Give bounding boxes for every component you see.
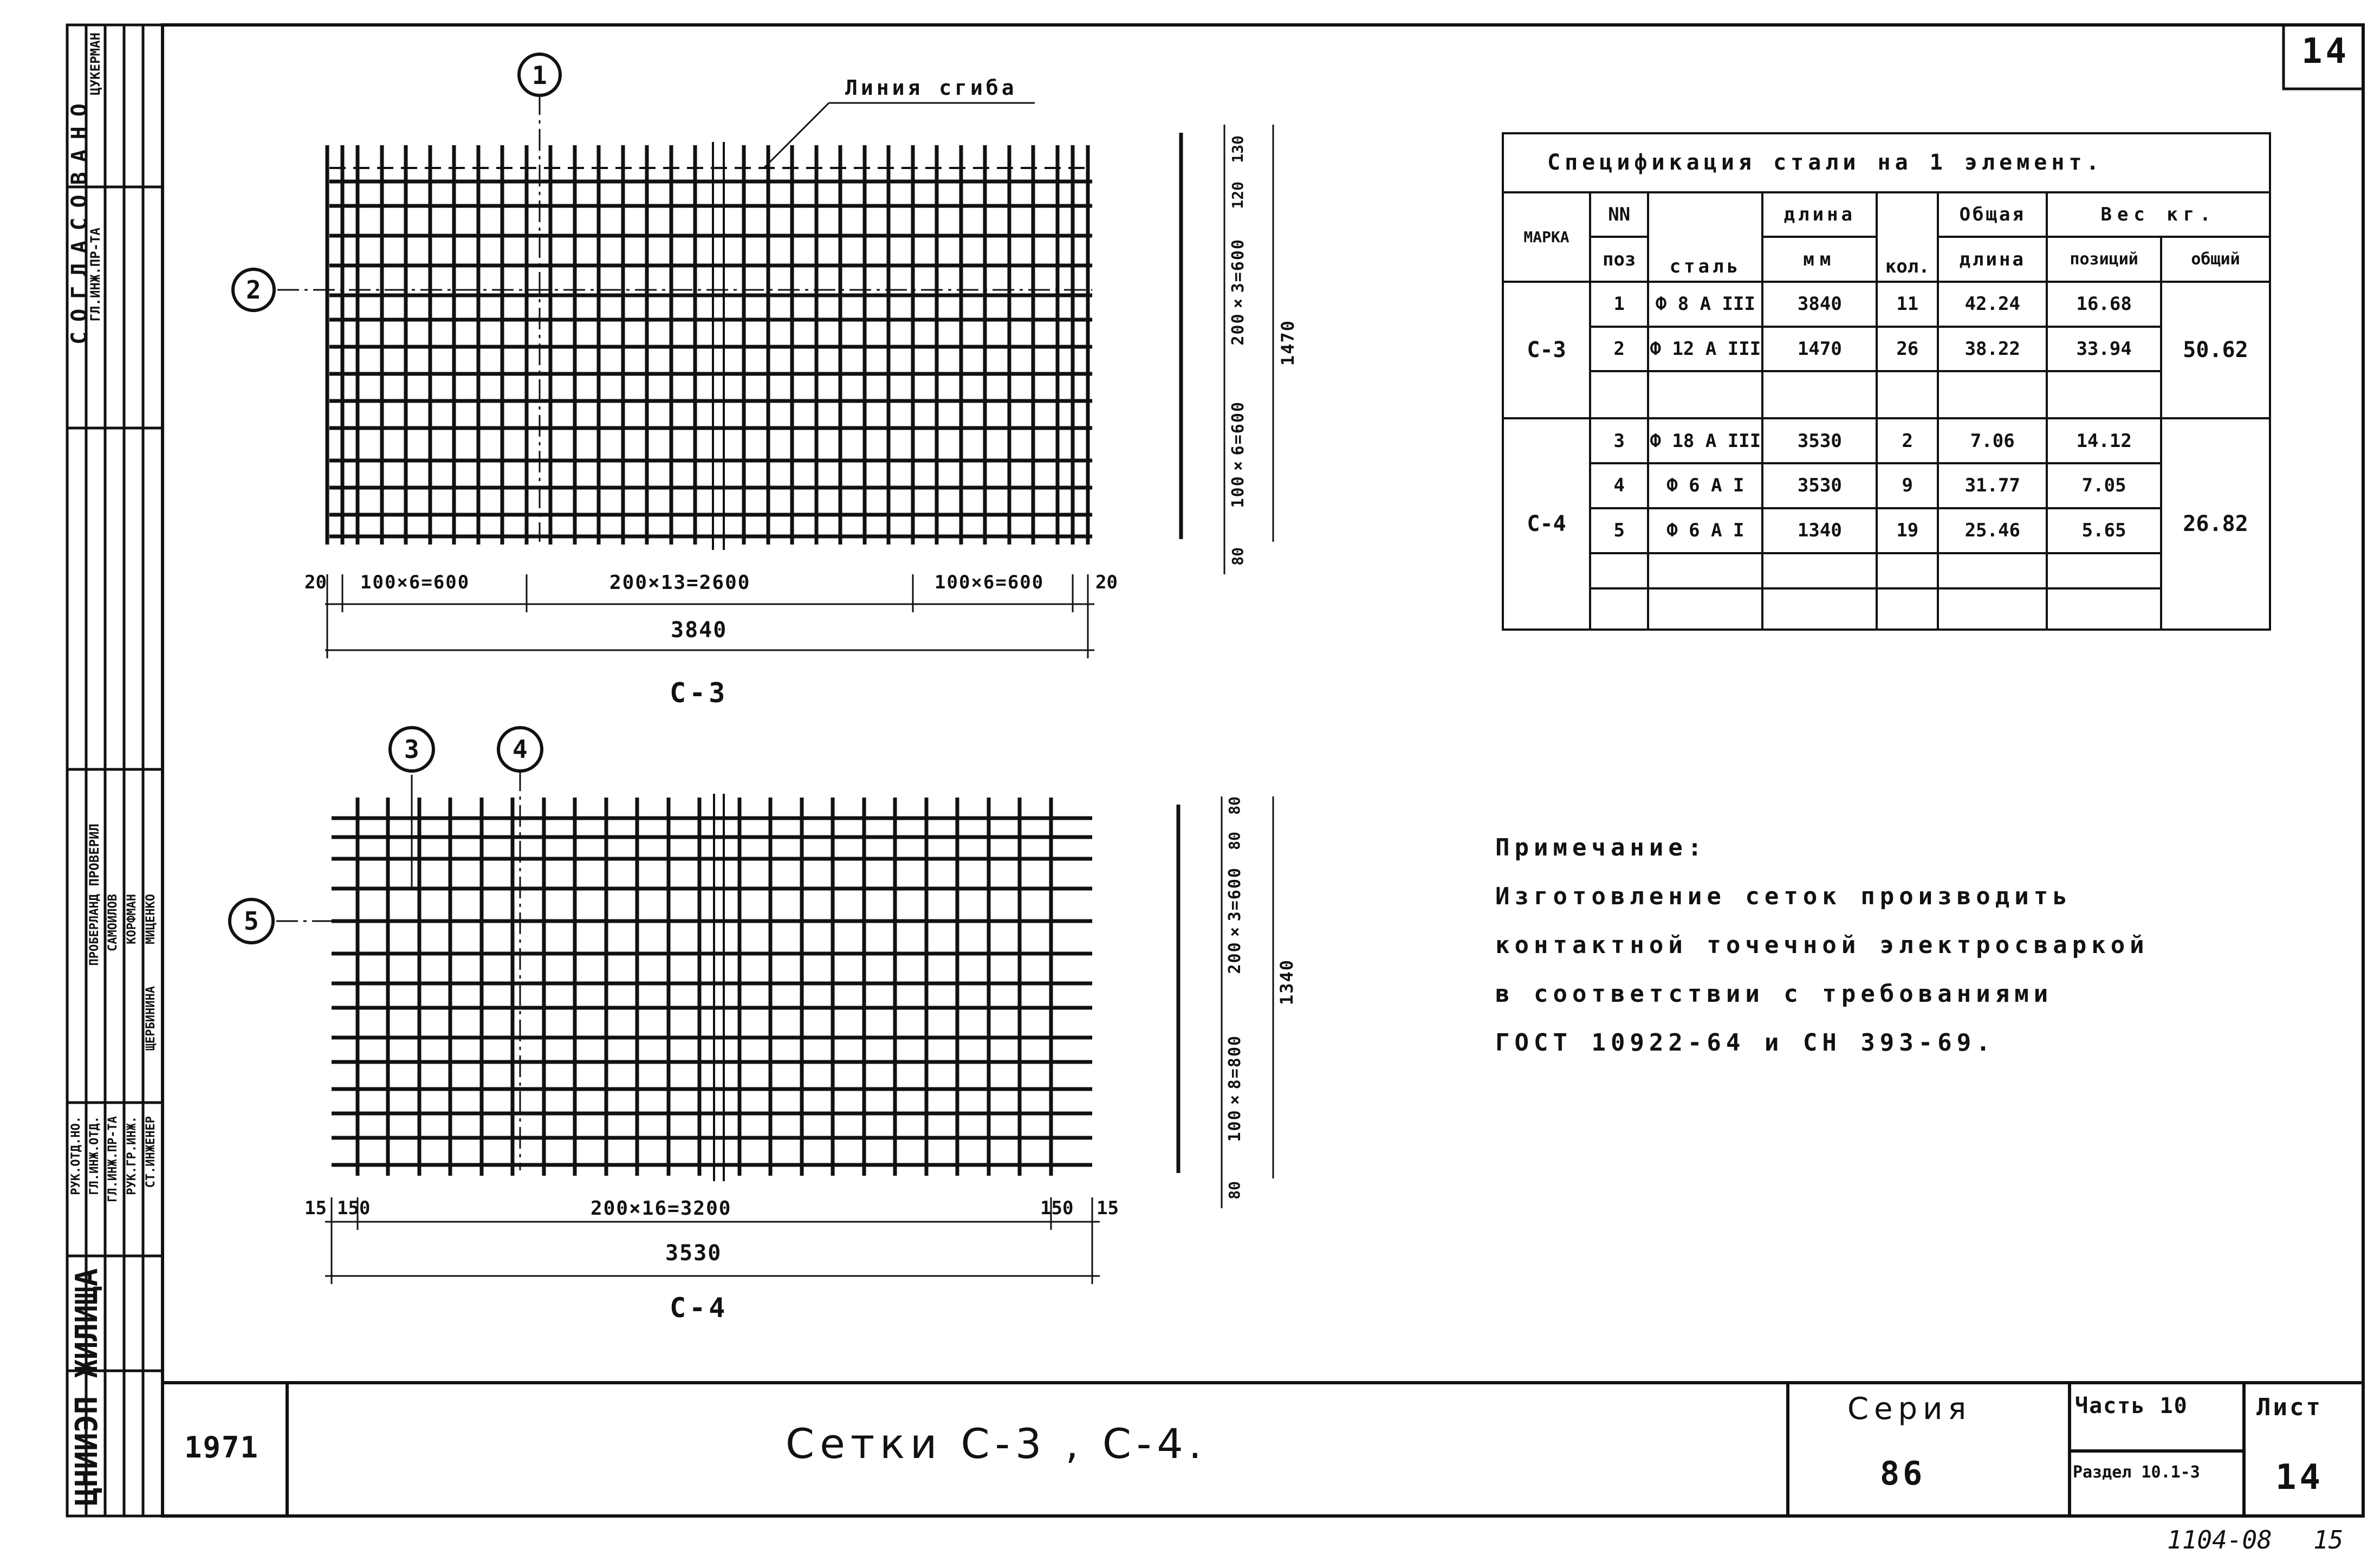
- c4-dim-left: 150: [337, 1197, 371, 1219]
- mark-c4: С-4: [1503, 418, 1590, 630]
- cell-length: 3840: [1762, 282, 1877, 327]
- sheet-label: Лист: [2256, 1394, 2323, 1421]
- agreed-label: СОГЛАСОВАНО: [67, 94, 92, 345]
- cell-pos: 2: [1590, 327, 1648, 372]
- header-length: длина: [1762, 192, 1877, 237]
- c3-side-total: 1470: [1277, 320, 1298, 366]
- cell-total-length: 25.46: [1938, 508, 2047, 553]
- mesh-c4-longitudinal-bars: [332, 818, 1092, 1165]
- header-steel: сталь: [1648, 192, 1762, 282]
- cell-steel: Ф 18 А III: [1648, 418, 1762, 463]
- mesh-c4-drawing: [276, 769, 1092, 1181]
- c3-dim-edge-right: 20: [1095, 572, 1118, 593]
- cell-total-length: 38.22: [1938, 327, 2047, 372]
- table-row: [1503, 327, 2270, 372]
- c3-side-dim-4: 100×6=600: [1229, 401, 1248, 508]
- c4-dim-middle: 200×16=3200: [591, 1197, 732, 1220]
- callout-1: 1: [532, 61, 547, 90]
- table-row: [1503, 508, 2270, 553]
- header-pos: поз: [1590, 237, 1648, 282]
- series-value: 86: [1880, 1455, 1926, 1493]
- cell-pos: 1: [1590, 282, 1648, 327]
- c3-dim-left: 100×6=600: [360, 572, 470, 593]
- notes-block: [1495, 824, 2149, 1067]
- table-row-empty: [1503, 588, 2270, 630]
- c4-side-total: 1340: [1276, 959, 1297, 1006]
- cell-steel: Ф 6 А I: [1648, 508, 1762, 553]
- header-weight-total: общий: [2161, 237, 2270, 282]
- c4-side-dim-5: 80: [1225, 1181, 1243, 1200]
- c4-total-length: 3530: [665, 1241, 722, 1266]
- mesh-c3-longitudinal-bars: [329, 182, 1092, 536]
- header-mark: МАРКА: [1503, 192, 1590, 282]
- drawing-title: Сетки С-3 , С-4.: [786, 1420, 1207, 1468]
- cell-qty: 9: [1877, 463, 1938, 508]
- note-heading: Примечание:: [1495, 834, 1707, 861]
- c4-side-dim-2: 80: [1225, 832, 1243, 850]
- table-row: [1503, 418, 2270, 463]
- header-total-length-1: Общая: [1938, 192, 2047, 237]
- c3-dim-right: 100×6=600: [935, 572, 1045, 593]
- cell-length: 3530: [1762, 463, 1877, 508]
- name-3: КОРФМАН: [125, 894, 139, 944]
- note-line-4: ГОСТ 10922-64 и СН 393-69.: [1495, 1029, 1995, 1057]
- header-total-length-2: длина: [1938, 237, 2047, 282]
- part-label: Часть 10: [2075, 1394, 2188, 1418]
- footer-page: 15: [2313, 1525, 2344, 1554]
- header-qty: кол.: [1877, 192, 1938, 282]
- cell-weight: 16.68: [2047, 282, 2161, 327]
- sheet-value: 14: [2275, 1457, 2324, 1498]
- c4-side-dim-3: 200×3=600: [1225, 867, 1244, 974]
- cell-total-length: 7.06: [1938, 418, 2047, 463]
- c4-dim-edge-right: 15: [1097, 1197, 1119, 1219]
- c4-mesh-label: С-4: [670, 1292, 729, 1324]
- role-1: РУК.ОТД.НО.: [69, 1116, 83, 1195]
- c3-dim-edge-left: 20: [304, 572, 327, 593]
- checked-label: ПРОВЕРИЛ: [87, 824, 102, 886]
- cell-pos: 5: [1590, 508, 1648, 553]
- role-5: СТ.ИНЖЕНЕР: [144, 1116, 158, 1188]
- cell-qty: 26: [1877, 327, 1938, 372]
- cell-length: 1470: [1762, 327, 1877, 372]
- cell-length: 3530: [1762, 418, 1877, 463]
- header-nn: NN: [1590, 192, 1648, 237]
- callout-4: 4: [513, 735, 528, 764]
- c4-dim-edge-left: 15: [304, 1197, 327, 1219]
- total-c3: 50.62: [2161, 282, 2270, 418]
- cell-total-length: 42.24: [1938, 282, 2047, 327]
- year: 1971: [184, 1430, 260, 1465]
- mark-c3: С-3: [1503, 282, 1590, 418]
- mesh-c4-side-view: [1178, 796, 1273, 1208]
- steel-spec-table: [1502, 132, 2271, 631]
- agreed-name: ЦУКЕРМАН: [88, 33, 103, 95]
- c3-total-length: 3840: [671, 618, 728, 643]
- callout-5: 5: [244, 906, 259, 936]
- name-2: САМОЙЛОВ: [106, 894, 120, 951]
- org-name: ЦНИИЭП ЖИЛИЩА: [69, 1268, 105, 1506]
- title-block: [163, 1383, 2363, 1516]
- footer-code: 1104-08: [2167, 1525, 2272, 1554]
- cell-weight: 33.94: [2047, 327, 2161, 372]
- mesh-c3-drawing: [277, 93, 1092, 550]
- note-line-1: Изготовление сеток производить: [1495, 883, 2072, 910]
- cell-qty: 11: [1877, 282, 1938, 327]
- cell-weight: 7.05: [2047, 463, 2161, 508]
- cell-pos: 4: [1590, 463, 1648, 508]
- cell-weight: 5.65: [2047, 508, 2161, 553]
- fold-line-label: Линия сгиба: [845, 76, 1017, 100]
- header-weight: Вес кг.: [2047, 192, 2270, 237]
- role-3: ГЛ.ИНЖ.ПР-ТА: [106, 1116, 120, 1202]
- name-5: ЩЕРБИНИНА: [144, 986, 158, 1051]
- fold-line-leader: [764, 103, 829, 168]
- c3-dim-middle: 200×13=2600: [609, 572, 751, 594]
- role-4: РУК.ГР.ИНЖ.: [125, 1116, 139, 1195]
- cell-steel: Ф 12 А III: [1648, 327, 1762, 372]
- cell-steel: Ф 6 А I: [1648, 463, 1762, 508]
- cell-qty: 19: [1877, 508, 1938, 553]
- total-c4: 26.82: [2161, 418, 2270, 630]
- c4-dim-right: 150: [1040, 1197, 1074, 1219]
- c3-side-dim-2: 130: [1229, 135, 1247, 163]
- table-row: [1503, 463, 2270, 508]
- mesh-c3-side-view: [1181, 125, 1273, 574]
- cell-steel: Ф 8 А III: [1648, 282, 1762, 327]
- cell-length: 1340: [1762, 508, 1877, 553]
- cell-weight: 14.12: [2047, 418, 2161, 463]
- agreed-role: ГЛ.ИНЖ.ПР-ТА: [88, 228, 103, 322]
- name-4: МИЦЕНКО: [144, 894, 158, 944]
- c4-side-dim-1: 80: [1225, 796, 1243, 815]
- spec-title: Спецификация стали на 1 элемент.: [1503, 133, 2270, 192]
- sheet-number: 14: [2301, 31, 2350, 72]
- header-weight-pos: позиций: [2047, 237, 2161, 282]
- note-line-3: в соответствии с требованиями: [1495, 980, 2053, 1008]
- note-line-2: контактной точечной электросваркой: [1495, 931, 2149, 959]
- mesh-c4-transverse-bars: [358, 798, 1051, 1176]
- callout-2: 2: [246, 275, 261, 304]
- cell-pos: 3: [1590, 418, 1648, 463]
- c3-side-dim-3: 200×3=600: [1229, 238, 1248, 346]
- name-1: ПРОБЕРЛАНД: [88, 894, 101, 966]
- table-row-empty: [1503, 553, 2270, 588]
- c3-mesh-label: С-3: [670, 677, 729, 709]
- c3-side-dim-5: 80: [1229, 547, 1247, 566]
- role-2: ГЛ.ИНЖ.ОТД.: [88, 1116, 101, 1195]
- cell-total-length: 31.77: [1938, 463, 2047, 508]
- header-mm: мм: [1762, 237, 1877, 282]
- table-row: [1503, 282, 2270, 327]
- section-label: Раздел 10.1-3: [2073, 1463, 2200, 1482]
- table-row-empty: [1503, 371, 2270, 418]
- callout-3: 3: [404, 735, 419, 764]
- series-label: Серия: [1847, 1391, 1972, 1427]
- c4-side-dim-4: 100×8=800: [1225, 1035, 1244, 1142]
- cell-qty: 2: [1877, 418, 1938, 463]
- c3-side-dim-1: 120: [1229, 182, 1247, 209]
